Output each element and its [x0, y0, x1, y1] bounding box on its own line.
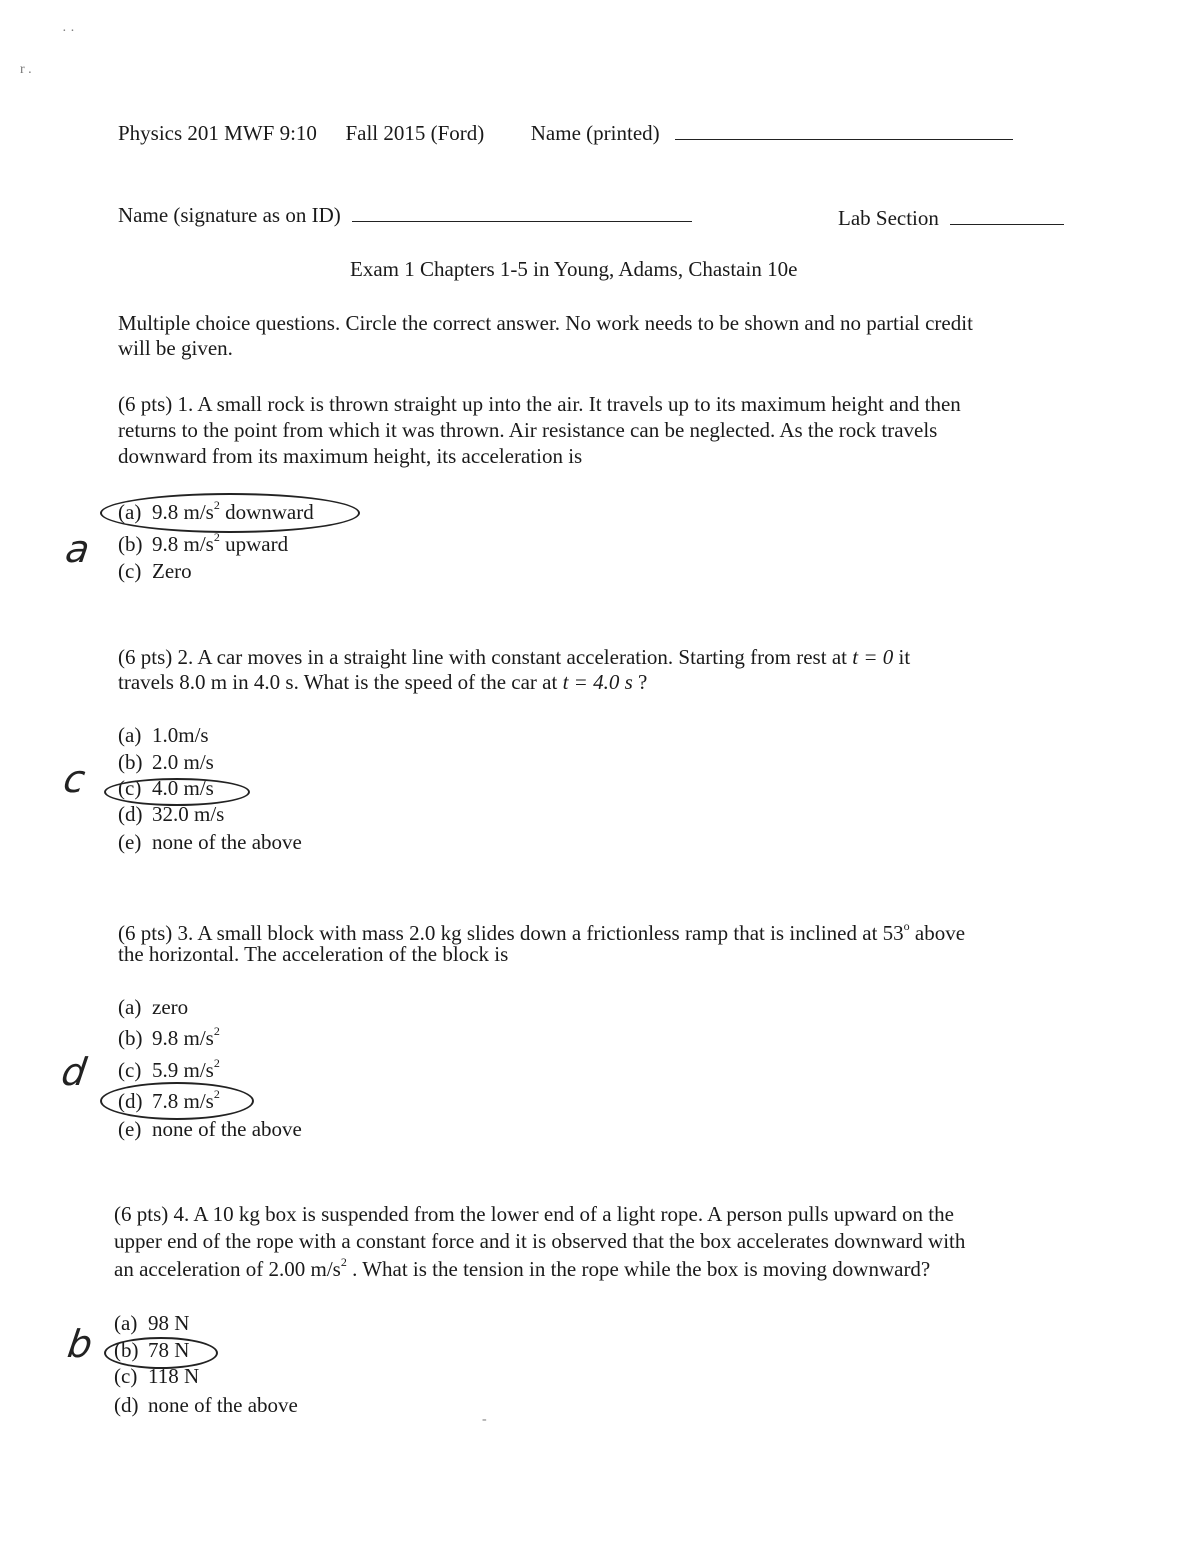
- q3-option-d[interactable]: (d) 7.8 $m/s^2$: [118, 1087, 220, 1113]
- lab-section-row: [838, 206, 1064, 229]
- name-signature-field[interactable]: [352, 203, 692, 222]
- q4-option-b[interactable]: (b) 78 N: [114, 1338, 190, 1362]
- scan-speck: -: [482, 1412, 487, 1427]
- lab-section-field[interactable]: [950, 206, 1064, 225]
- q3-line-1: (6 pts) 3. A small block with mass 2.0 kg slides down a frictionless ramp that is inclined at 53$^o$ above: [118, 919, 966, 945]
- q1-line-3: downward from its maximum height, its acceleration is: [118, 444, 583, 468]
- q1-handwritten-answer: a: [62, 527, 93, 571]
- q3-line-2: the horizontal. The acceleration of the block is: [118, 942, 509, 966]
- q1-option-b[interactable]: (b) 9.8 $m/s^2$ upward: [118, 530, 289, 556]
- q4-handwritten-answer: b: [64, 1322, 96, 1366]
- q4-option-a[interactable]: (a) 98 N: [114, 1311, 190, 1335]
- q2-option-a[interactable]: (a) 1.0m/s: [118, 723, 209, 747]
- name-printed-label: Name (printed): [530, 121, 660, 145]
- q3-option-b[interactable]: (b) 9.8 $m/s^2$: [118, 1024, 220, 1050]
- q3-option-a[interactable]: (a) zero: [118, 995, 189, 1019]
- q4-option-d[interactable]: (d) none of the above: [114, 1393, 298, 1417]
- instructions-line-1: Multiple choice questions. Circle the correct answer. No work needs to be shown and no partial credit: [118, 311, 973, 335]
- q3-option-c[interactable]: (c) 5.9 $m/s^2$: [118, 1056, 220, 1082]
- q4-option-c[interactable]: (c) 118 N: [114, 1364, 200, 1388]
- q2-line-1: (6 pts) 2. A car moves in a straight line with constant acceleration. Starting from rest at t = 0 it: [118, 645, 911, 669]
- q3-answer-circle: [100, 1082, 254, 1120]
- term: Fall 2015 (Ford): [345, 121, 485, 145]
- q1-line-2: returns to the point from which it was thrown. Air resistance can be neglected. As the rock travels: [118, 418, 938, 442]
- signature-row: [118, 203, 692, 226]
- q3-handwritten-answer: d: [58, 1050, 90, 1094]
- q2-option-c[interactable]: (c) 4.0 m/s: [118, 776, 214, 800]
- instructions-line-2: will be given.: [118, 336, 233, 360]
- q1-option-a[interactable]: (a) 9.8 $m/s^2$ downward: [118, 498, 314, 524]
- q4-line-3: an acceleration of 2.00 $m/s^2$ . What is the tension in the rope while the box is moving downward?: [114, 1255, 931, 1281]
- course-title: Physics 201 MWF 9:10: [118, 121, 317, 145]
- q4-line-1: (6 pts) 4. A 10 kg box is suspended from the lower end of a light rope. A person pulls upward on the: [114, 1202, 954, 1226]
- name-signature-label: Name (signature as on ID): [118, 203, 341, 227]
- lab-section-label: Lab Section: [838, 206, 939, 230]
- q4-line-2: upper end of the rope with a constant force and it is observed that the box accelerates downward with: [114, 1229, 966, 1253]
- q1-answer-circle: [100, 493, 360, 533]
- q2-handwritten-answer: c: [60, 757, 88, 801]
- q2-option-b[interactable]: (b) 2.0 m/s: [118, 750, 214, 774]
- name-printed-field[interactable]: [675, 121, 1013, 140]
- q2-option-e[interactable]: (e) none of the above: [118, 830, 302, 854]
- q2-option-d[interactable]: (d) 32.0 m/s: [118, 802, 225, 826]
- exam-title: Exam 1 Chapters 1-5 in Young, Adams, Chastain 10e: [350, 257, 798, 281]
- q1-line-1: (6 pts) 1. A small rock is thrown straight up into the air. It travels up to its maximum height and then: [118, 392, 961, 416]
- scan-speck: · ·: [62, 24, 75, 39]
- scan-speck: r .: [20, 62, 32, 77]
- q2-line-2: travels 8.0 m in 4.0 s. What is the speed of the car at t = 4.0 s ?: [118, 670, 648, 694]
- q1-option-c[interactable]: (c) Zero: [118, 559, 192, 583]
- q3-option-e[interactable]: (e) none of the above: [118, 1117, 302, 1141]
- course-header: [118, 121, 1013, 144]
